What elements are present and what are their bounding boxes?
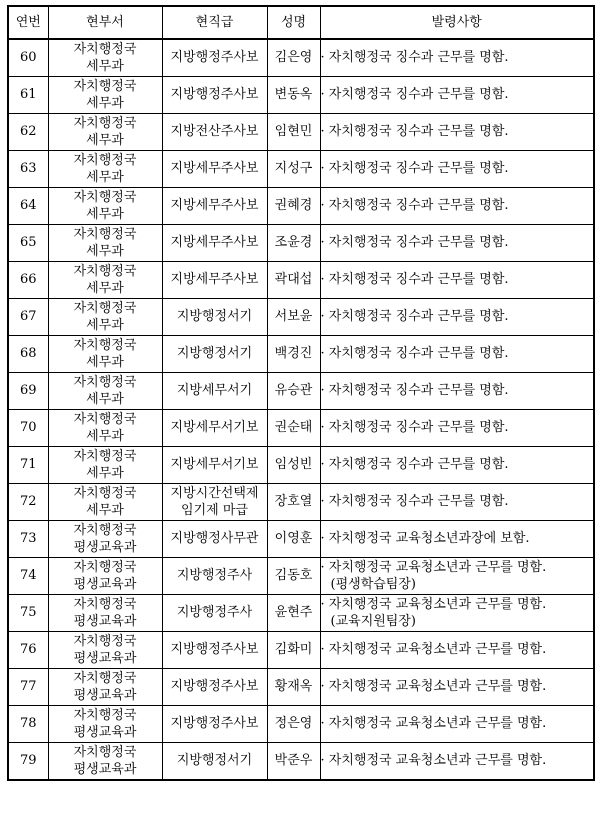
current-department-text: 평생교육과 [73, 688, 137, 703]
current-department-text: 평생교육과 [73, 540, 137, 555]
current-department-text: 자치행정국 [73, 560, 137, 575]
person-name-text: 변동옥 [274, 87, 313, 102]
person-name-text: 권혜경 [274, 198, 313, 213]
person-name-text: 김은영 [274, 50, 313, 65]
appointment-order [320, 484, 594, 521]
appointment-order-text: · 자치행정국 징수과 근무를 명함. [320, 87, 509, 102]
row-number-text: 68 [19, 346, 37, 361]
row-number-text: 74 [19, 568, 37, 583]
current-department-text: 세무과 [86, 170, 124, 185]
row-number [8, 447, 48, 484]
current-department [48, 632, 162, 669]
row-number-text: 72 [19, 494, 37, 509]
appointment-order [320, 373, 594, 410]
appointment-order-text: · 자치행정국 징수과 근무를 명함. [320, 420, 509, 435]
appointment-order [320, 632, 594, 669]
current-department-text: 자치행정국 [73, 301, 137, 316]
current-rank [162, 373, 267, 410]
current-department [48, 225, 162, 262]
current-department [48, 521, 162, 558]
current-department-text: 자치행정국 [73, 671, 137, 686]
table-row [8, 447, 594, 484]
table-row [8, 299, 594, 336]
table-row [8, 39, 594, 77]
person-name-text: 김동호 [274, 568, 313, 583]
current-rank [162, 484, 267, 521]
person-name-text: 박준우 [274, 753, 313, 768]
appointment-order [320, 410, 594, 447]
header-order: 발령사항 [320, 6, 594, 39]
current-department-text: 세무과 [86, 207, 124, 222]
current-department [48, 299, 162, 336]
person-name-text: 임현민 [274, 124, 313, 139]
current-department-text: 자치행정국 [73, 412, 137, 427]
current-department-text: 세무과 [86, 392, 124, 407]
current-rank [162, 558, 267, 595]
person-name [267, 225, 320, 262]
person-name [267, 706, 320, 743]
current-department [48, 151, 162, 188]
table-row [8, 262, 594, 299]
current-department-text: 세무과 [86, 281, 124, 296]
current-rank-text: 지방행정주사보 [170, 87, 259, 102]
current-rank [162, 299, 267, 336]
current-rank [162, 39, 267, 77]
row-number-text: 77 [19, 679, 37, 694]
appointment-order [320, 447, 594, 484]
appointment-order [320, 521, 594, 558]
current-department-text: 자치행정국 [73, 264, 137, 279]
current-department-text: 세무과 [86, 96, 124, 111]
current-department [48, 447, 162, 484]
current-rank-text: 지방행정사무관 [170, 531, 259, 546]
current-rank [162, 743, 267, 781]
appointment-order-text: · 자치행정국 징수과 근무를 명함. [320, 272, 509, 287]
person-name [267, 595, 320, 632]
person-name [267, 410, 320, 447]
person-name-text: 황재옥 [274, 679, 313, 694]
current-department-text: 세무과 [86, 355, 124, 370]
current-rank [162, 336, 267, 373]
appointment-order-text: · 자치행정국 징수과 근무를 명함. [320, 309, 509, 324]
person-name [267, 484, 320, 521]
current-department-text: 세무과 [86, 244, 124, 259]
current-department-text: 세무과 [86, 503, 124, 518]
appointment-order-text: · 자치행정국 징수과 근무를 명함. [320, 383, 509, 398]
appointment-order [320, 299, 594, 336]
header-dept: 현부서 [48, 6, 162, 39]
person-name [267, 521, 320, 558]
current-rank-text: 지방행정서기 [176, 753, 253, 768]
current-department-text: 자치행정국 [73, 708, 137, 723]
current-department [48, 262, 162, 299]
current-department-text: 평생교육과 [73, 614, 137, 629]
personnel-order-table [7, 5, 595, 781]
current-rank [162, 410, 267, 447]
table-row [8, 669, 594, 706]
person-name [267, 447, 320, 484]
person-name-text: 조윤경 [274, 235, 313, 250]
person-name-text: 임성빈 [274, 457, 313, 472]
row-number-text: 76 [19, 642, 37, 657]
row-number [8, 595, 48, 632]
current-rank [162, 447, 267, 484]
current-department-text: 평생교육과 [73, 577, 137, 592]
appointment-order-text: · 자치행정국 교육청소년과 근무를 명함. [320, 716, 547, 731]
row-number [8, 558, 48, 595]
person-name-text: 김화미 [274, 642, 313, 657]
appointment-order [320, 151, 594, 188]
appointment-order [320, 706, 594, 743]
appointment-order-text: · 자치행정국 교육청소년과 근무를 명함. [320, 597, 547, 612]
row-number [8, 373, 48, 410]
appointment-order-text: (평생학습팀장) [330, 577, 416, 592]
row-number-text: 63 [19, 161, 37, 176]
person-name-text: 장호열 [274, 494, 313, 509]
table-row [8, 595, 594, 632]
table-row [8, 336, 594, 373]
person-name [267, 632, 320, 669]
person-name [267, 669, 320, 706]
current-department-text: 자치행정국 [73, 153, 137, 168]
appointment-order [320, 188, 594, 225]
person-name [267, 39, 320, 77]
current-department [48, 484, 162, 521]
appointment-order-text: · 자치행정국 징수과 근무를 명함. [320, 161, 509, 176]
person-name-text: 윤현주 [274, 605, 313, 620]
current-department [48, 336, 162, 373]
table-row [8, 114, 594, 151]
current-rank-text: 지방행정주사 [176, 605, 253, 620]
row-number-text: 71 [19, 457, 37, 472]
person-name [267, 151, 320, 188]
current-rank [162, 706, 267, 743]
row-number [8, 484, 48, 521]
current-department-text: 평생교육과 [73, 762, 137, 777]
appointment-order-text: · 자치행정국 징수과 근무를 명함. [320, 124, 509, 139]
row-number [8, 39, 48, 77]
current-department-text: 세무과 [86, 429, 124, 444]
row-number-text: 60 [19, 50, 37, 65]
current-department-text: 자치행정국 [73, 745, 137, 760]
current-department [48, 188, 162, 225]
person-name-text: 곽대섭 [274, 272, 313, 287]
current-department [48, 77, 162, 114]
current-department-text: 세무과 [86, 466, 124, 481]
current-department-text: 자치행정국 [73, 338, 137, 353]
current-department [48, 410, 162, 447]
current-department-text: 평생교육과 [73, 725, 137, 740]
header-rank: 현직급 [162, 6, 267, 39]
table-row [8, 484, 594, 521]
person-name-text: 이영훈 [274, 531, 313, 546]
current-rank-text: 지방행정주사보 [170, 50, 259, 65]
current-rank-text: 지방행정주사보 [170, 679, 259, 694]
current-rank-text: 지방행정서기 [176, 346, 253, 361]
row-number [8, 521, 48, 558]
row-number-text: 73 [19, 531, 37, 546]
appointment-order-text: (교육지원팀장) [330, 614, 416, 629]
current-department-text: 자치행정국 [73, 190, 137, 205]
row-number-text: 67 [19, 309, 37, 324]
current-department-text: 세무과 [86, 59, 124, 74]
appointment-order-text: · 자치행정국 징수과 근무를 명함. [320, 50, 509, 65]
row-number [8, 299, 48, 336]
table-row [8, 151, 594, 188]
current-department-text: 평생교육과 [73, 651, 137, 666]
current-rank-text: 지방세무주사보 [170, 272, 259, 287]
table-row [8, 410, 594, 447]
row-number-text: 78 [19, 716, 37, 731]
row-number-text: 62 [19, 124, 37, 139]
current-rank-text: 지방세무주사보 [170, 235, 259, 250]
current-department [48, 114, 162, 151]
appointment-order [320, 225, 594, 262]
row-number [8, 336, 48, 373]
appointment-order [320, 595, 594, 632]
table-row [8, 743, 594, 781]
row-number-text: 69 [19, 383, 37, 398]
current-rank [162, 595, 267, 632]
current-department [48, 595, 162, 632]
appointment-order [320, 743, 594, 781]
table-row [8, 77, 594, 114]
row-number-text: 61 [19, 87, 37, 102]
row-number-text: 79 [19, 753, 37, 768]
current-rank-text: 지방시간선택제 [170, 486, 259, 501]
person-name [267, 262, 320, 299]
current-rank-text: 임기제 마급 [181, 503, 248, 518]
current-rank [162, 188, 267, 225]
appointment-order-text: · 자치행정국 징수과 근무를 명함. [320, 235, 509, 250]
current-rank-text: 지방세무서기보 [170, 457, 259, 472]
table-row [8, 521, 594, 558]
current-rank-text: 지방세무주사보 [170, 198, 259, 213]
current-rank-text: 지방행정주사 [176, 568, 253, 583]
current-department-text: 자치행정국 [73, 42, 137, 57]
current-department-text: 자치행정국 [73, 486, 137, 501]
appointment-order-text: · 자치행정국 교육청소년과 근무를 명함. [320, 679, 547, 694]
appointment-order-text: · 자치행정국 교육청소년과 근무를 명함. [320, 560, 547, 575]
table-row [8, 558, 594, 595]
current-rank-text: 지방세무서기보 [170, 420, 259, 435]
current-department [48, 706, 162, 743]
current-rank-text: 지방세무서기 [176, 383, 253, 398]
row-number [8, 410, 48, 447]
current-department-text: 자치행정국 [73, 79, 137, 94]
person-name-text: 백경진 [274, 346, 313, 361]
current-rank-text: 지방세무주사보 [170, 161, 259, 176]
appointment-order [320, 669, 594, 706]
current-rank [162, 151, 267, 188]
appointment-order-text: · 자치행정국 징수과 근무를 명함. [320, 457, 509, 472]
current-department [48, 669, 162, 706]
row-number [8, 262, 48, 299]
current-department-text: 자치행정국 [73, 227, 137, 242]
person-name-text: 정은영 [274, 716, 313, 731]
row-number [8, 632, 48, 669]
person-name [267, 743, 320, 781]
header-row [8, 6, 594, 39]
current-department [48, 558, 162, 595]
current-rank [162, 225, 267, 262]
row-number [8, 151, 48, 188]
appointment-order [320, 39, 594, 77]
current-department-text: 자치행정국 [73, 634, 137, 649]
person-name-text: 유승관 [274, 383, 313, 398]
appointment-order-text: · 자치행정국 교육청소년과 근무를 명함. [320, 753, 547, 768]
current-rank [162, 521, 267, 558]
current-rank-text: 지방행정서기 [176, 309, 253, 324]
person-name-text: 권순태 [274, 420, 313, 435]
appointment-order [320, 77, 594, 114]
current-department-text: 자치행정국 [73, 449, 137, 464]
current-department-text: 자치행정국 [73, 375, 137, 390]
person-name [267, 299, 320, 336]
row-number [8, 225, 48, 262]
row-number-text: 70 [19, 420, 37, 435]
current-rank [162, 262, 267, 299]
current-rank [162, 669, 267, 706]
appointment-order-text: · 자치행정국 징수과 근무를 명함. [320, 198, 509, 213]
row-number-text: 64 [19, 198, 37, 213]
table-row [8, 188, 594, 225]
person-name [267, 558, 320, 595]
row-number-text: 66 [19, 272, 37, 287]
current-rank-text: 지방행정주사보 [170, 642, 259, 657]
appointment-order [320, 114, 594, 151]
row-number [8, 77, 48, 114]
current-rank-text: 지방전산주사보 [170, 124, 259, 139]
person-name [267, 114, 320, 151]
appointment-order [320, 336, 594, 373]
row-number [8, 188, 48, 225]
table-row [8, 225, 594, 262]
row-number-text: 65 [19, 235, 37, 250]
appointment-order-text: · 자치행정국 교육청소년과 근무를 명함. [320, 642, 547, 657]
current-department-text: 자치행정국 [73, 116, 137, 131]
appointment-order-text: · 자치행정국 징수과 근무를 명함. [320, 346, 509, 361]
row-number [8, 669, 48, 706]
table-row [8, 706, 594, 743]
row-number [8, 706, 48, 743]
appointment-order-text: · 자치행정국 교육청소년과장에 보함. [320, 531, 530, 546]
person-name [267, 77, 320, 114]
current-rank [162, 77, 267, 114]
person-name [267, 188, 320, 225]
header-name: 성명 [267, 6, 320, 39]
row-number [8, 114, 48, 151]
header-no: 연번 [8, 6, 48, 39]
current-department [48, 373, 162, 410]
row-number [8, 743, 48, 781]
person-name [267, 336, 320, 373]
current-department-text: 세무과 [86, 133, 124, 148]
current-department [48, 743, 162, 781]
table-row [8, 632, 594, 669]
appointment-order-text: · 자치행정국 징수과 근무를 명함. [320, 494, 509, 509]
current-department [48, 39, 162, 77]
table-row [8, 373, 594, 410]
appointment-order [320, 558, 594, 595]
current-department-text: 자치행정국 [73, 597, 137, 612]
current-rank [162, 114, 267, 151]
row-number-text: 75 [19, 605, 37, 620]
person-name [267, 373, 320, 410]
person-name-text: 지성구 [274, 161, 313, 176]
current-rank [162, 632, 267, 669]
person-name-text: 서보윤 [274, 309, 313, 324]
current-rank-text: 지방행정주사보 [170, 716, 259, 731]
current-department-text: 자치행정국 [73, 523, 137, 538]
appointment-order [320, 262, 594, 299]
current-department-text: 세무과 [86, 318, 124, 333]
